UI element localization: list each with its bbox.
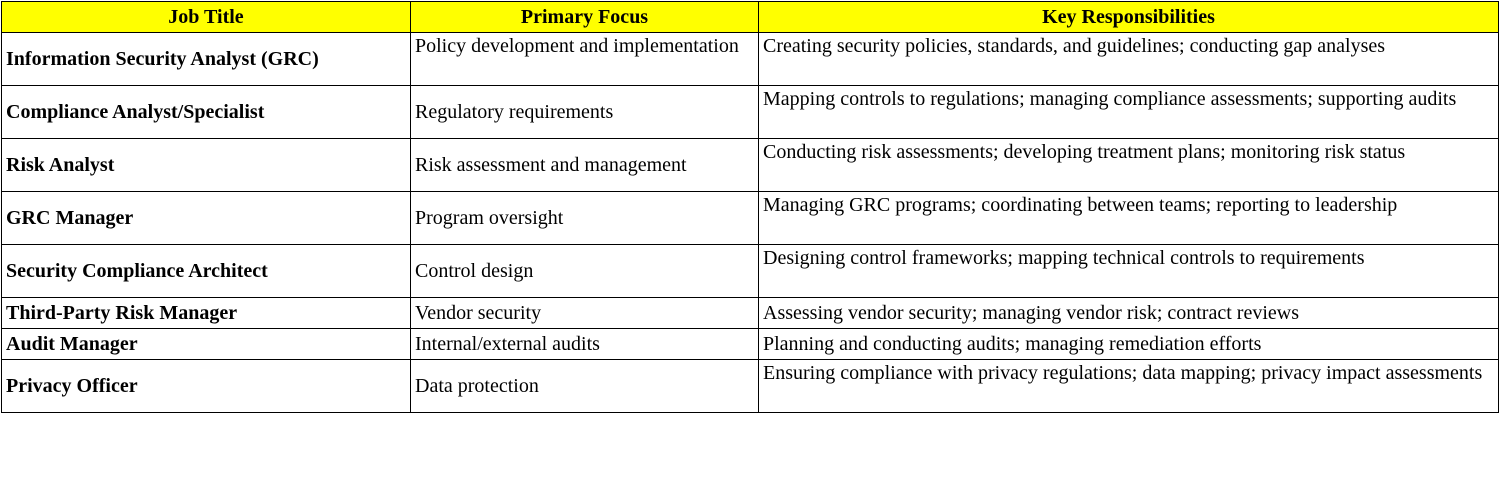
job-title-cell: Information Security Analyst (GRC) [2, 33, 411, 86]
responsibilities-cell: Assessing vendor security; managing vendor risk; contract reviews [759, 298, 1499, 329]
responsibilities-cell: Ensuring compliance with privacy regulations; data mapping; privacy impact assessments [759, 360, 1499, 413]
responsibilities-cell: Creating security policies, standards, and guidelines; conducting gap analyses [759, 33, 1499, 86]
table-row [2, 86, 1499, 139]
responsibilities-cell: Managing GRC programs; coordinating between teams; reporting to leadership [759, 192, 1499, 245]
table-row [2, 245, 1499, 298]
table-row [2, 192, 1499, 245]
table-row [2, 329, 1499, 360]
primary-focus-cell: Internal/external audits [411, 329, 759, 360]
table-row [2, 360, 1499, 413]
job-roles-table [1, 1, 1499, 413]
header-key-responsibilities: Key Responsibilities [759, 2, 1499, 33]
primary-focus-cell: Regulatory requirements [411, 86, 759, 139]
primary-focus-cell: Data protection [411, 360, 759, 413]
job-title-cell: Risk Analyst [2, 139, 411, 192]
primary-focus-cell: Program oversight [411, 192, 759, 245]
job-title-cell: Privacy Officer [2, 360, 411, 413]
responsibilities-cell: Conducting risk assessments; developing treatment plans; monitoring risk status [759, 139, 1499, 192]
header-primary-focus: Primary Focus [411, 2, 759, 33]
primary-focus-cell: Risk assessment and management [411, 139, 759, 192]
job-title-cell: Compliance Analyst/Specialist [2, 86, 411, 139]
header-row [2, 2, 1499, 33]
table-row [2, 33, 1499, 86]
job-title-cell: Security Compliance Architect [2, 245, 411, 298]
primary-focus-cell: Control design [411, 245, 759, 298]
table-row [2, 139, 1499, 192]
primary-focus-cell: Vendor security [411, 298, 759, 329]
job-title-cell: Third-Party Risk Manager [2, 298, 411, 329]
responsibilities-cell: Planning and conducting audits; managing remediation efforts [759, 329, 1499, 360]
job-title-cell: Audit Manager [2, 329, 411, 360]
header-job-title: Job Title [2, 2, 411, 33]
responsibilities-cell: Mapping controls to regulations; managing compliance assessments; supporting audits [759, 86, 1499, 139]
primary-focus-cell: Policy development and implementation [411, 33, 759, 86]
table-row [2, 298, 1499, 329]
responsibilities-cell: Designing control frameworks; mapping technical controls to requirements [759, 245, 1499, 298]
job-title-cell: GRC Manager [2, 192, 411, 245]
